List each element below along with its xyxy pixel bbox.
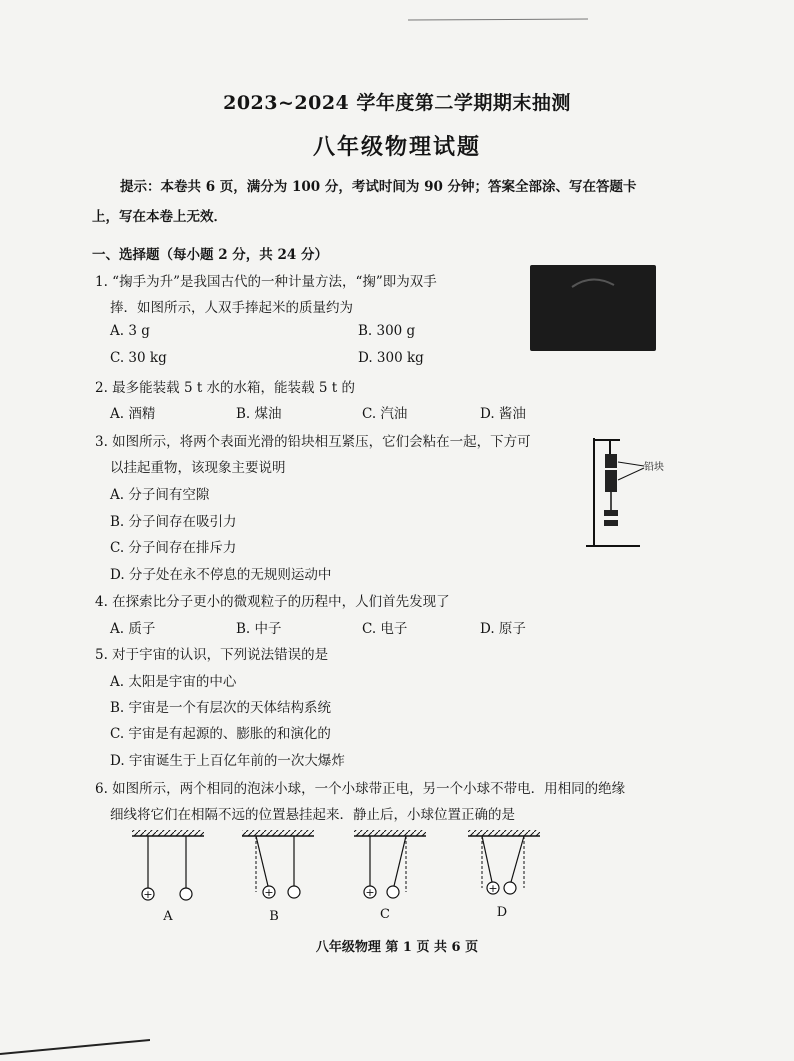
q2-option-b: B. 煤油 xyxy=(236,406,282,422)
q1-option-d: D. 300 kg xyxy=(358,350,424,366)
q1-photo-hands-rice xyxy=(530,265,656,351)
q5-option-b: B. 宇宙是一个有层次的天体结构系统 xyxy=(110,700,332,716)
q5-option-a: A. 太阳是宇宙的中心 xyxy=(110,674,237,690)
q5-line-1: 5. 对于宇宙的认识，下列说法错误的是 xyxy=(95,647,329,663)
q3-line-1: 3. 如图所示，将两个表面光滑的铅块相互紧压，它们会粘在一起，下方可 xyxy=(95,434,531,450)
q6-figure-a xyxy=(132,830,204,924)
q3-line-2: 以挂起重物，该现象主要说明 xyxy=(110,460,286,476)
q6-label-a: A xyxy=(163,909,173,924)
exam-subtitle: 八年级物理试题 xyxy=(312,134,481,160)
q6-label-b: B xyxy=(269,909,279,924)
rice-highlight xyxy=(530,265,656,351)
q4-option-a: A. 质子 xyxy=(110,621,156,637)
q1-option-a: A. 3 g xyxy=(110,323,150,339)
q1-option-b: B. 300 g xyxy=(358,323,416,339)
q5-option-d: D. 宇宙诞生于上百亿年前的一次大爆炸 xyxy=(110,753,345,769)
plus-sign-c: + xyxy=(365,886,375,899)
q4-line-1: 4. 在探索比分子更小的微观粒子的历程中，人们首先发现了 xyxy=(95,594,450,610)
q2-line-1: 2. 最多能装载 5 t 水的水箱，能装载 5 t 的 xyxy=(95,380,355,396)
q3-option-a: A. 分子间有空隙 xyxy=(110,487,210,503)
q1-line-1: 1. “掬手为升”是我国古代的一种计量方法，“掬”即为双手 xyxy=(95,274,437,290)
q6-figure-c xyxy=(354,830,426,922)
q3-lead-block-label: 铅块 xyxy=(644,462,664,473)
q2-option-d: D. 酱油 xyxy=(480,406,526,422)
q3-option-b: B. 分子间存在吸引力 xyxy=(110,514,237,530)
q2-option-c: C. 汽油 xyxy=(362,406,408,422)
q4-option-b: B. 中子 xyxy=(236,621,282,637)
q3-lead-block-figure xyxy=(580,432,680,554)
q4-option-d: D. 原子 xyxy=(480,621,526,637)
q1-line-2: 捧．如图所示，人双手捧起米的质量约为 xyxy=(110,300,353,316)
page-footer: 八年级物理 第 1 页 共 6 页 xyxy=(315,940,479,955)
q6-label-c: C xyxy=(380,907,390,922)
q2-option-a: A. 酒精 xyxy=(110,406,156,422)
plus-sign-b: + xyxy=(264,886,274,899)
plus-sign-d: + xyxy=(488,882,498,895)
q6-pendulum-figures xyxy=(120,826,560,926)
q1-option-c: C. 30 kg xyxy=(110,350,167,366)
q6-line-1: 6. 如图所示，两个相同的泡沫小球，一个小球带正电，另一个小球不带电．用相同的绝缘 xyxy=(95,781,626,797)
q6-figure-d xyxy=(468,830,540,920)
exam-title: 2023~2024 学年度第二学期期末抽测 xyxy=(223,92,571,114)
q3-option-d: D. 分子处在永不停息的无规则运动中 xyxy=(110,567,332,583)
q5-option-c: C. 宇宙是有起源的、膨胀的和演化的 xyxy=(110,726,331,742)
notice-line-2: 上，写在本卷上无效． xyxy=(92,209,227,225)
plus-sign-a: + xyxy=(143,888,153,901)
q4-option-c: C. 电子 xyxy=(362,621,408,637)
notice-line-1: 提示：本卷共 6 页，满分为 100 分，考试时间为 90 分钟；答案全部涂、写在答题卡 xyxy=(120,179,637,195)
q3-option-c: C. 分子间存在排斥力 xyxy=(110,540,237,556)
scan-mark-bottom xyxy=(0,1036,150,1056)
q6-line-2: 细线将它们在相隔不远的位置悬挂起来．静止后，小球位置正确的是 xyxy=(110,807,515,823)
scan-mark-top xyxy=(408,18,588,21)
section-title: 一、选择题（每小题 2 分，共 24 分） xyxy=(92,247,328,263)
q6-figure-b xyxy=(242,830,314,924)
q6-label-d: D xyxy=(496,905,508,920)
